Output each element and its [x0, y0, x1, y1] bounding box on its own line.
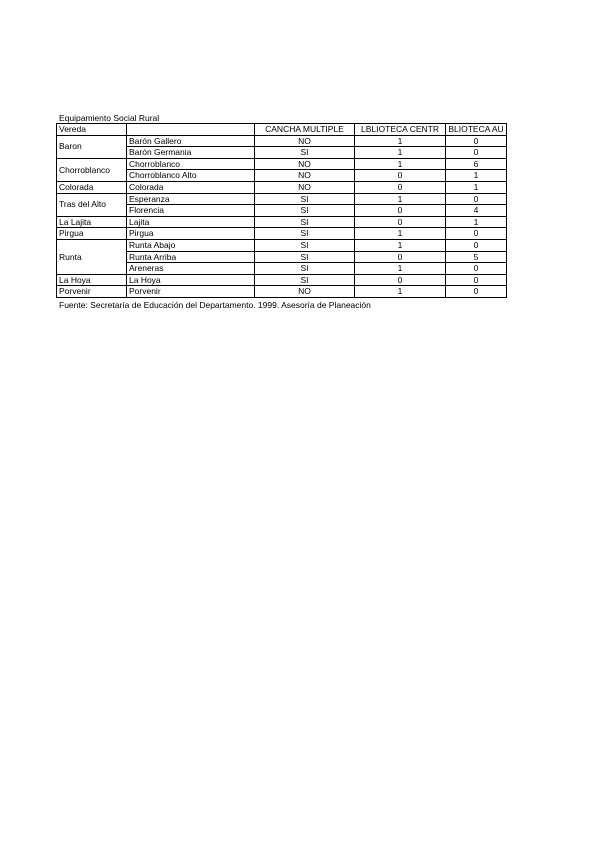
biblioteca-central-cell: 1	[355, 147, 446, 159]
vereda-cell: Tras del Alto	[57, 193, 127, 216]
biblioteca-aula-cell: 0	[446, 239, 507, 251]
table-row	[57, 274, 507, 286]
biblioteca-central-cell: 1	[355, 228, 446, 240]
cancha-multiple-cell: SI	[255, 251, 355, 263]
cancha-multiple-cell: NO	[255, 181, 355, 193]
header-biblioteca-central: LBLIOTECA CENTR	[355, 124, 446, 136]
cancha-multiple-cell: NO	[255, 158, 355, 170]
biblioteca-central-cell: 1	[355, 135, 446, 147]
biblioteca-aula-cell: 1	[446, 181, 507, 193]
sector-name-cell: Runta Abajo	[127, 239, 255, 251]
sector-name-cell: Barón Gallero	[127, 135, 255, 147]
biblioteca-aula-cell: 1	[446, 216, 507, 228]
sector-name-cell: La Hoya	[127, 274, 255, 286]
cancha-multiple-cell: NO	[255, 170, 355, 182]
header-cancha-multiple: CANCHA MULTIPLE	[255, 124, 355, 136]
cancha-multiple-cell: SI	[255, 274, 355, 286]
biblioteca-central-cell: 1	[355, 193, 446, 205]
table-row	[57, 135, 507, 147]
table-row	[57, 181, 507, 193]
table-row	[57, 216, 507, 228]
cancha-multiple-cell: NO	[255, 286, 355, 298]
source-note: Fuente: Secretaría de Educación del Departamento. 1999. Asesoría de Planeación	[59, 300, 371, 310]
table-row	[57, 158, 507, 170]
vereda-cell: La Lajita	[57, 216, 127, 228]
biblioteca-aula-cell: 0	[446, 147, 507, 159]
biblioteca-central-cell: 0	[355, 205, 446, 217]
biblioteca-aula-cell: 1	[446, 170, 507, 182]
biblioteca-central-cell: 1	[355, 239, 446, 251]
table-title: Equipamiento Social Rural	[59, 113, 160, 123]
cancha-multiple-cell: NO	[255, 135, 355, 147]
biblioteca-aula-cell: 5	[446, 251, 507, 263]
sector-name-cell: Runta Arriba	[127, 251, 255, 263]
biblioteca-central-cell: 1	[355, 286, 446, 298]
header-row	[57, 124, 507, 136]
sector-name-cell: Esperanza	[127, 193, 255, 205]
sector-name-cell: Florencia	[127, 205, 255, 217]
biblioteca-aula-cell: 6	[446, 158, 507, 170]
sector-name-cell: Colorada	[127, 181, 255, 193]
biblioteca-central-cell: 0	[355, 274, 446, 286]
biblioteca-central-cell: 0	[355, 181, 446, 193]
cancha-multiple-cell: SI	[255, 263, 355, 275]
vereda-cell: Chorroblanco	[57, 158, 127, 181]
table-body	[57, 135, 507, 297]
vereda-cell: Colorada	[57, 181, 127, 193]
vereda-cell: Baron	[57, 135, 127, 158]
biblioteca-aula-cell: 0	[446, 263, 507, 275]
cancha-multiple-cell: SI	[255, 216, 355, 228]
biblioteca-central-cell: 0	[355, 251, 446, 263]
equipamiento-table	[56, 123, 507, 298]
biblioteca-aula-cell: 0	[446, 135, 507, 147]
biblioteca-aula-cell: 0	[446, 228, 507, 240]
cancha-multiple-cell: SI	[255, 239, 355, 251]
header-vereda: Vereda	[57, 124, 127, 136]
header-biblioteca-aula: BLIOTECA AU	[446, 124, 507, 136]
biblioteca-central-cell: 0	[355, 170, 446, 182]
biblioteca-central-cell: 0	[355, 216, 446, 228]
biblioteca-aula-cell: 0	[446, 286, 507, 298]
sector-name-cell: Porvenir	[127, 286, 255, 298]
sector-name-cell: Areneras	[127, 263, 255, 275]
biblioteca-aula-cell: 0	[446, 274, 507, 286]
table-row	[57, 228, 507, 240]
cancha-multiple-cell: SI	[255, 228, 355, 240]
table-row	[57, 286, 507, 298]
biblioteca-central-cell: 1	[355, 158, 446, 170]
vereda-cell: Runta	[57, 239, 127, 274]
sector-name-cell: Barón Germania	[127, 147, 255, 159]
sector-name-cell: Lajita	[127, 216, 255, 228]
header-blank	[127, 124, 255, 136]
vereda-cell: La Hoya	[57, 274, 127, 286]
cancha-multiple-cell: SI	[255, 205, 355, 217]
cancha-multiple-cell: SI	[255, 193, 355, 205]
vereda-cell: Pirgua	[57, 228, 127, 240]
table-row	[57, 193, 507, 205]
vereda-cell: Porvenir	[57, 286, 127, 298]
table-row	[57, 239, 507, 251]
sector-name-cell: Chorroblanco Alto	[127, 170, 255, 182]
biblioteca-aula-cell: 0	[446, 193, 507, 205]
cancha-multiple-cell: SI	[255, 147, 355, 159]
biblioteca-aula-cell: 4	[446, 205, 507, 217]
sector-name-cell: Chorroblanco	[127, 158, 255, 170]
biblioteca-central-cell: 1	[355, 263, 446, 275]
sector-name-cell: Pirgua	[127, 228, 255, 240]
